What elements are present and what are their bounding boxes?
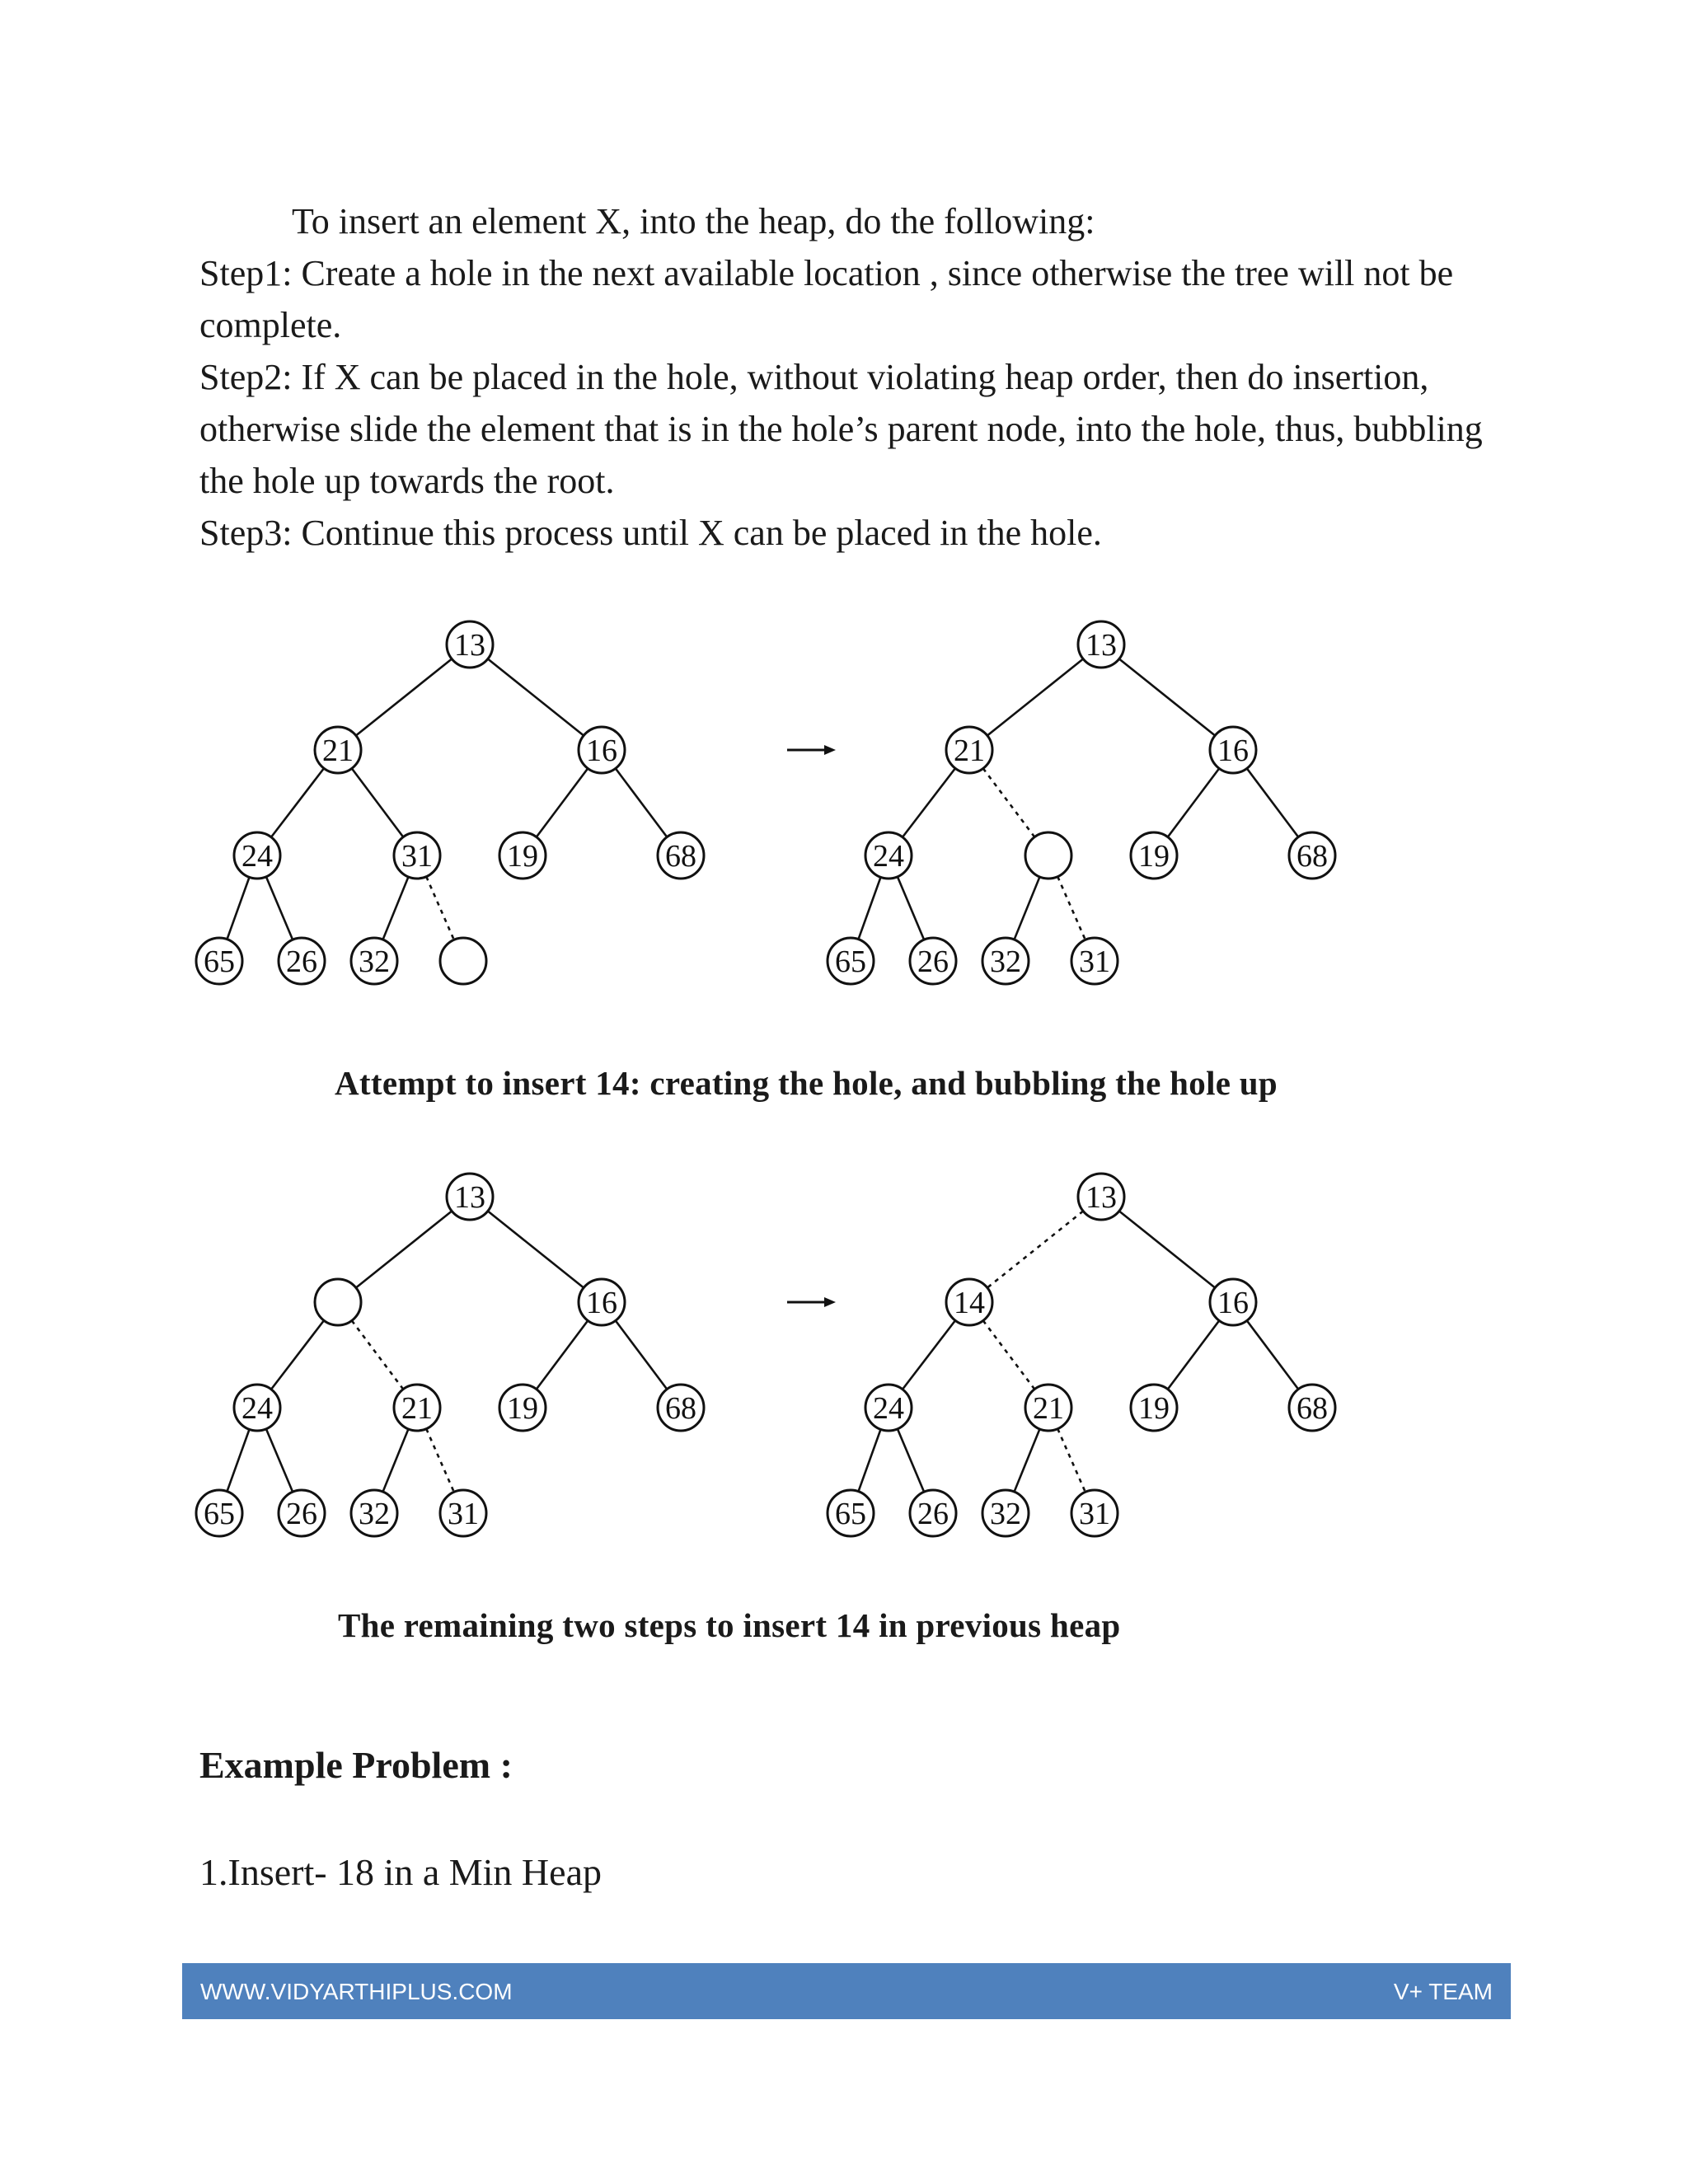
heap-node-label: 19 <box>507 1391 538 1426</box>
heap-node-label: 65 <box>835 1497 866 1531</box>
heap-node-label: 19 <box>1138 1391 1170 1426</box>
heap-node <box>579 727 625 773</box>
figure-2-caption: The remaining two steps to insert 14 in previous heap <box>338 1606 1121 1644</box>
heap-node-label: 65 <box>835 944 866 979</box>
heap-node <box>499 1385 546 1431</box>
tree-edge <box>383 1429 409 1492</box>
figure-1-caption: Attempt to insert 14: creating the hole, and bubbling the hole up <box>335 1064 1278 1102</box>
heap-tree <box>196 621 704 984</box>
step-1: Step1: Create a hole in the next available location , since otherwise the tree will not be complete. <box>199 253 1454 345</box>
tree-edge <box>983 768 1034 837</box>
heap-node <box>828 1490 874 1536</box>
heap-node <box>1025 1385 1071 1431</box>
heap-node <box>658 832 704 879</box>
heap-node-label: 19 <box>1138 839 1170 874</box>
heap-node <box>499 832 546 879</box>
tree-edge <box>987 1211 1083 1287</box>
tree-edge <box>983 1320 1034 1389</box>
heap-node-label: 21 <box>322 733 354 768</box>
step-2: Step2: If X can be placed in the hole, without violating heap order, then do insertion, otherwise slide the element that is in the hole’s parent node, into the hole, thus, bubbling the hole up towards the root. <box>199 357 1483 501</box>
tree-edge <box>903 768 955 837</box>
example-heading: Example Problem : <box>199 1744 513 1786</box>
heap-node-label: 31 <box>1079 1497 1110 1531</box>
heap-node <box>1210 727 1256 773</box>
heap-node <box>1071 1490 1118 1536</box>
tree-edge <box>488 1211 584 1287</box>
heap-node <box>658 1385 704 1431</box>
heap-node-label: 13 <box>454 1180 485 1215</box>
heap-node <box>910 1490 956 1536</box>
tree-edge <box>1168 1320 1219 1389</box>
tree-edge <box>537 768 588 837</box>
heap-node-label: 31 <box>1079 944 1110 979</box>
tree-edge <box>352 768 403 837</box>
heap-node-label: 21 <box>954 733 985 768</box>
heap-node <box>351 938 397 984</box>
tree-edge <box>271 768 324 837</box>
heap-node <box>234 832 280 879</box>
heap-node <box>946 727 992 773</box>
heap-node <box>196 938 242 984</box>
tree-edge <box>356 658 452 735</box>
tree-edge <box>266 877 293 940</box>
heap-node-label: 16 <box>1217 733 1249 768</box>
tree-edge <box>858 877 880 939</box>
heap-node-label: 65 <box>204 944 235 979</box>
heap-node-label: 16 <box>1217 1286 1249 1320</box>
heap-hole <box>440 938 486 984</box>
heap-node-label: 31 <box>448 1497 479 1531</box>
heap-node-label: 68 <box>665 839 696 874</box>
heap-node-label: 26 <box>286 1497 317 1531</box>
heap-tree <box>828 621 1335 984</box>
heap-node-label: 32 <box>990 944 1021 979</box>
tree-edge <box>356 1211 452 1287</box>
intro-text <box>199 195 1485 559</box>
page-footer <box>182 1963 1511 2019</box>
heap-node-label: 14 <box>954 1286 985 1320</box>
tree-edge <box>1119 1211 1215 1287</box>
intro-line: To insert an element X, into the heap, do the following: <box>292 201 1095 241</box>
tree-edge <box>1247 768 1298 837</box>
heap-node <box>828 938 874 984</box>
heap-figure-1 <box>0 610 1688 1005</box>
heap-node-label: 16 <box>586 1286 617 1320</box>
heap-node-label: 26 <box>286 944 317 979</box>
heap-node <box>910 938 956 984</box>
heap-node-label: 24 <box>873 1391 904 1426</box>
heap-node-label: 21 <box>401 1391 433 1426</box>
tree-edge <box>616 1320 667 1389</box>
heap-node <box>196 1490 242 1536</box>
heap-node <box>351 1490 397 1536</box>
heap-node-label: 24 <box>873 839 904 874</box>
heap-node <box>234 1385 280 1431</box>
tree-edge <box>352 1320 403 1389</box>
heap-node <box>1131 832 1177 879</box>
tree-edge <box>383 877 409 940</box>
tree-edge <box>987 658 1083 735</box>
heap-node <box>865 832 912 879</box>
heap-hole <box>315 1279 361 1325</box>
heap-node-label: 65 <box>204 1497 235 1531</box>
heap-node-label: 26 <box>917 1497 949 1531</box>
transition-arrow <box>787 1297 836 1307</box>
heap-node <box>447 621 493 668</box>
heap-node <box>1289 1385 1335 1431</box>
heap-node-label: 13 <box>1085 1180 1117 1215</box>
tree-edge <box>426 877 454 940</box>
heap-hole <box>1025 832 1071 879</box>
heap-tree <box>196 1174 704 1536</box>
heap-figure-2 <box>0 1162 1688 1558</box>
heap-node <box>1131 1385 1177 1431</box>
heap-node-label: 24 <box>241 1391 273 1426</box>
tree-edge <box>1168 768 1219 837</box>
tree-edge <box>903 1320 955 1390</box>
tree-edge <box>426 1429 454 1493</box>
footer-team: V+ TEAM <box>1393 1979 1493 2004</box>
heap-node <box>394 1385 440 1431</box>
tree-edge <box>858 1429 880 1491</box>
heap-node-label: 68 <box>665 1391 696 1426</box>
heap-node-label: 13 <box>454 628 485 663</box>
tree-edge <box>271 1320 324 1390</box>
heap-node <box>394 832 440 879</box>
heap-tree <box>828 1174 1335 1536</box>
tree-edge <box>616 768 667 837</box>
heap-node <box>982 1490 1029 1536</box>
heap-node-label: 21 <box>1033 1391 1064 1426</box>
heap-node <box>579 1279 625 1325</box>
tree-edge <box>1247 1320 1298 1389</box>
heap-node-label: 13 <box>1085 628 1117 663</box>
heap-node-label: 32 <box>359 944 390 979</box>
tree-edge <box>1057 877 1085 940</box>
example-problem: 1.Insert- 18 in a Min Heap <box>199 1851 602 1893</box>
heap-node-label: 19 <box>507 839 538 874</box>
heap-node <box>1210 1279 1256 1325</box>
heap-node <box>1071 938 1118 984</box>
heap-node <box>279 938 325 984</box>
tree-edge <box>898 1429 924 1492</box>
tree-edge <box>1057 1429 1085 1493</box>
heap-node-label: 26 <box>917 944 949 979</box>
heap-node <box>1078 1174 1124 1220</box>
heap-node <box>982 938 1029 984</box>
heap-node <box>440 1490 486 1536</box>
heap-node-label: 31 <box>401 839 433 874</box>
heap-node <box>946 1279 992 1325</box>
tree-edge <box>537 1320 588 1389</box>
heap-node <box>1289 832 1335 879</box>
heap-node <box>1078 621 1124 668</box>
heap-node <box>279 1490 325 1536</box>
tree-edge <box>1015 877 1040 940</box>
heap-node <box>315 727 361 773</box>
transition-arrow <box>787 745 836 755</box>
heap-node-label: 32 <box>990 1497 1021 1531</box>
tree-edge <box>898 877 924 940</box>
heap-node-label: 16 <box>586 733 617 768</box>
step-3: Step3: Continue this process until X can be placed in the hole. <box>199 513 1102 553</box>
footer-website: WWW.VIDYARTHIPLUS.COM <box>200 1979 513 2004</box>
heap-node-label: 24 <box>241 839 273 874</box>
tree-edge <box>1015 1429 1040 1492</box>
tree-edge <box>227 1429 249 1491</box>
tree-edge <box>227 877 249 939</box>
heap-node-label: 32 <box>359 1497 390 1531</box>
tree-edge <box>488 658 584 735</box>
heap-node-label: 68 <box>1296 1391 1328 1426</box>
heap-node <box>447 1174 493 1220</box>
tree-edge <box>266 1429 293 1492</box>
heap-node-label: 68 <box>1296 839 1328 874</box>
tree-edge <box>1119 658 1215 735</box>
heap-node <box>865 1385 912 1431</box>
